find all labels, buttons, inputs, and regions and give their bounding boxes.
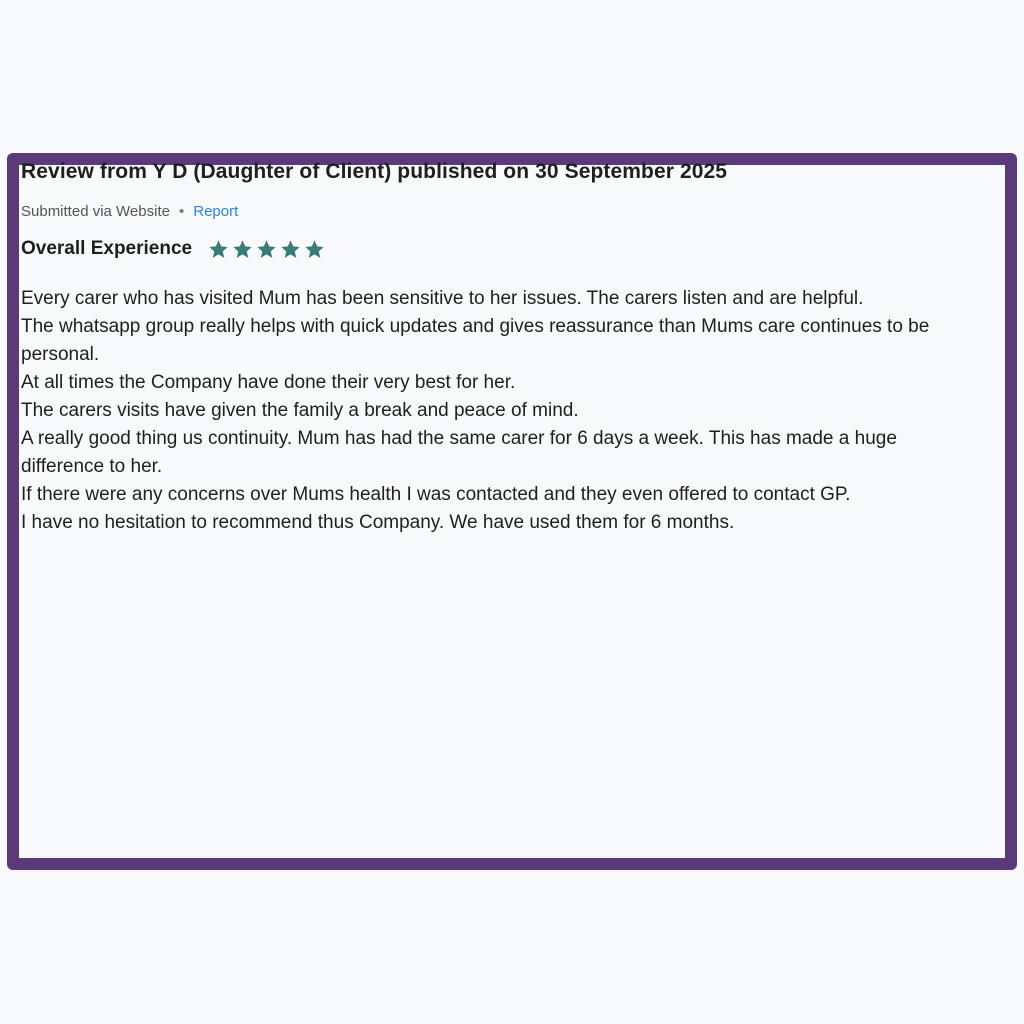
review-paragraph: The whatsapp group really helps with quick updates and gives reassurance than Mums care continues to be personal. [21,316,930,365]
submitted-source: Submitted via Website [21,203,170,220]
review-paragraph: Every carer who has visited Mum has been sensitive to her issues. The carers listen and are helpful. [21,288,864,309]
review-paragraph: A really good thing us continuity. Mum has had the same carer for 6 days a week. This has made a huge difference to her. [21,428,897,477]
review-paragraph: At all times the Company have done their very best for her. [21,372,516,393]
report-link[interactable]: Report [193,203,239,220]
star-icon [232,239,253,260]
meta-separator: • [178,203,185,220]
review-title: Review from Y D (Daughter of Client) published on 30 September 2025 [21,160,728,183]
star-icon [280,239,301,260]
review-paragraph: I have no hesitation to recommend thus Company. We have used them for 6 months. [21,512,735,533]
star-icon [304,239,325,260]
review-meta [21,202,971,222]
star-icon [256,239,277,260]
overall-experience-row [21,237,971,261]
review-paragraph: The carers visits have given the family a break and peace of mind. [21,400,579,421]
overall-experience-label: Overall Experience [21,238,193,259]
review-paragraph: If there were any concerns over Mums health I was contacted and they even offered to contact GP. [21,484,851,505]
star-icon [208,239,229,260]
review-card [21,159,971,537]
review-body [21,285,971,537]
star-rating [208,239,325,260]
